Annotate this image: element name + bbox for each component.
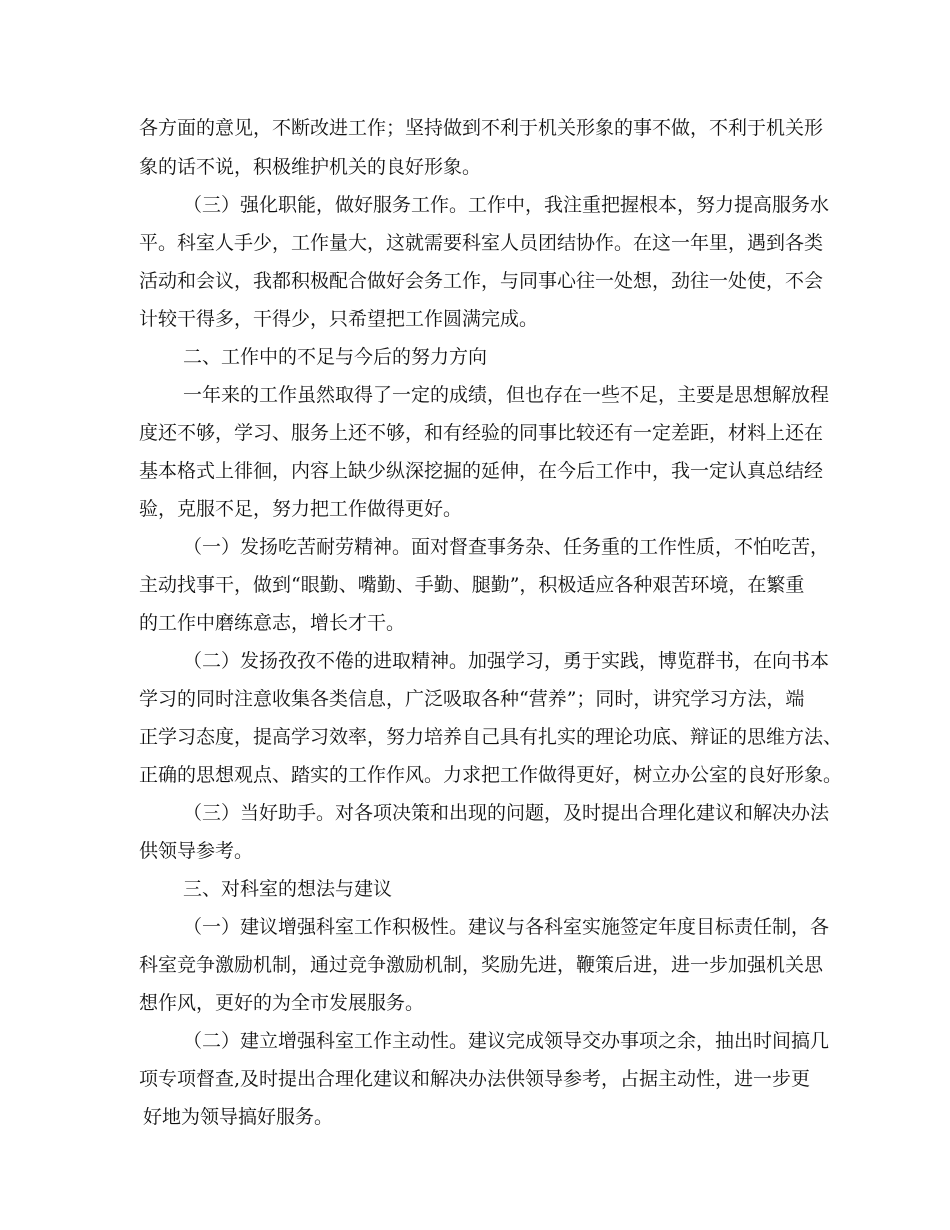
text-line: （三）当好助手。对各项决策和出现的问题，及时提出合理化建议和解决办法 <box>183 802 830 824</box>
text-line: 度还不够，学习、服务上还不够，和有经验的同事比较还有一定差距，材料上还在 <box>139 422 824 444</box>
text-line: （一）发扬吃苦耐劳精神。面对督查事务杂、任务重的工作性质，不怕吃苦， <box>183 536 830 558</box>
text-line: 正确的思想观点、踏实的工作作风。力求把工作做得更好，树立办公室的良好形象。 <box>139 764 843 786</box>
text-line: （一）建议增强科室工作积极性。建议与各科室实施签定年度目标责任制，各 <box>183 916 830 938</box>
text-line: 的工作中磨练意志，增长才干。 <box>139 612 406 634</box>
text-line: 好地为领导搞好服务。 <box>143 1106 334 1128</box>
text-line: （二）建立增强科室工作主动性。建议完成领导交办事项之余，抽出时间搞几 <box>183 1030 830 1052</box>
text-line: 活动和会议，我都积极配合做好会务工作，与同事心往一处想，劲往一处使，不会 <box>139 270 824 292</box>
text-line: （三）强化职能，做好服务工作。工作中，我注重把握根本，努力提高服务水 <box>183 194 830 216</box>
text-line: 供领导参考。 <box>139 840 254 862</box>
text-line: 想作风，更好的为全市发展服务。 <box>139 992 425 1014</box>
text-line: 验，克服不足，努力把工作做得更好。 <box>139 498 463 520</box>
text-line: 基本格式上徘徊，内容上缺少纵深挖掘的延伸，在今后工作中，我一定认真总结经 <box>139 460 824 482</box>
text-line: （二）发扬孜孜不倦的进取精神。加强学习，勇于实践，博览群书，在向书本 <box>183 650 830 672</box>
text-line: 一年来的工作虽然取得了一定的成绩，但也存在一些不足，主要是思想解放程 <box>183 384 830 406</box>
section-heading: 三、对科室的想法与建议 <box>183 878 393 900</box>
text-line: 各方面的意见，不断改进工作；坚持做到不利于机关形象的事不做，不利于机关形 <box>139 117 824 139</box>
section-heading: 二、工作中的不足与今后的努力方向 <box>183 346 488 368</box>
text-line: 象的话不说，积极维护机关的良好形象。 <box>139 156 482 178</box>
text-line: 主动找事干，做到“眼勤、嘴勤、手勤、腿勤”，积极适应各种艰苦环境，在繁重 <box>139 574 805 596</box>
text-line: 正学习态度，提高学习效率，努力培养自己具有扎实的理论功底、辩证的思维方法、 <box>139 726 843 748</box>
text-line: 计较干得多，干得少，只希望把工作圆满完成。 <box>139 308 539 330</box>
text-line: 科室竞争激励机制，通过竞争激励机制，奖励先进，鞭策后进，进一步加强机关思 <box>139 954 824 976</box>
text-line: 学习的同时注意收集各类信息，广泛吸取各种“营养”；同时，讲究学习方法，端 <box>139 688 805 710</box>
text-line: 平。科室人手少，工作量大，这就需要科室人员团结协作。在这一年里，遇到各类 <box>139 232 824 254</box>
text-line: 项专项督查,及时提出合理化建议和解决办法供领导参考，占据主动性，进一步更 <box>139 1068 811 1090</box>
